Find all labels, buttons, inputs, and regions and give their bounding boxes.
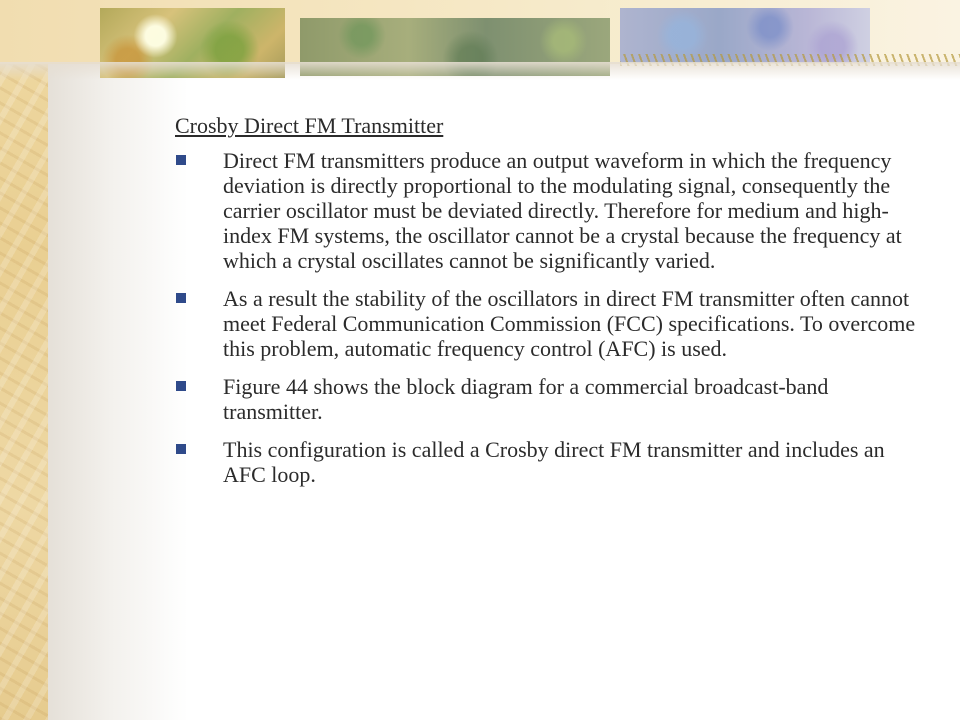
top-banner [0,0,960,80]
square-bullet-icon [176,293,186,303]
bullet-item [175,437,920,487]
bullet-item [175,286,920,361]
square-bullet-icon [176,381,186,391]
bullet-text: Figure 44 shows the block diagram for a commercial broadcast-band transmitter. [223,374,829,424]
bullet-text: This configuration is called a Crosby direct FM transmitter and includes an AFC loop. [223,437,885,487]
bullet-text: As a result the stability of the oscillators in direct FM transmitter often cannot meet Federal Communication Commission (FCC) specifications. To overcome this problem, automatic frequency control (AFC) is used. [223,286,916,361]
square-bullet-icon [176,444,186,454]
bullet-item [175,148,920,273]
slide-title: Crosby Direct FM Transmitter [175,113,444,138]
square-bullet-icon [176,155,186,165]
content-shade [48,64,188,720]
bullet-list [175,148,920,500]
bullet-text: Direct FM transmitters produce an output waveform in which the frequency deviation is directly proportional to the modulating signal, consequently the carrier oscillator must be deviated directly. Therefore for medium and high-index FM systems, the oscillator cannot be a crystal because the frequency at which a crystal oscillates cannot be significantly varied. [223,148,902,273]
bullet-item [175,374,920,424]
banner-shade [0,62,960,80]
left-decorative-strip [0,0,48,720]
